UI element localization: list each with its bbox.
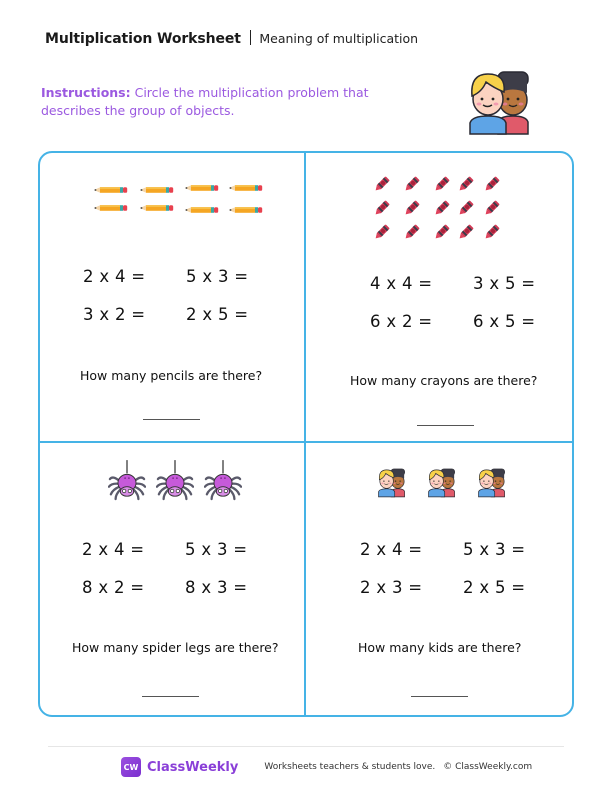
problem-option[interactable]: 5 x 3 = bbox=[186, 267, 249, 286]
answer-blank[interactable] bbox=[411, 696, 468, 697]
problem-option[interactable]: 2 x 4 = bbox=[83, 267, 146, 286]
answer-blank[interactable] bbox=[143, 419, 200, 420]
question-text: How many pencils are there? bbox=[80, 368, 263, 383]
pencil-icon-group bbox=[92, 182, 264, 218]
question-text: How many kids are there? bbox=[358, 640, 522, 655]
problem-option[interactable]: 5 x 3 = bbox=[463, 540, 526, 559]
grid-divider-horizontal bbox=[39, 441, 573, 443]
problem-option[interactable]: 6 x 2 = bbox=[370, 312, 433, 331]
instructions bbox=[41, 84, 371, 120]
worksheet-header bbox=[45, 28, 418, 47]
problem-option[interactable]: 6 x 5 = bbox=[473, 312, 536, 331]
problem-option[interactable]: 2 x 4 = bbox=[360, 540, 423, 559]
problem-option[interactable]: 3 x 5 = bbox=[473, 274, 536, 293]
problem-option[interactable]: 2 x 5 = bbox=[186, 305, 249, 324]
footer-tagline: Worksheets teachers & students love. bbox=[264, 762, 436, 772]
answer-blank[interactable] bbox=[142, 696, 199, 697]
worksheet-title: Multiplication Worksheet bbox=[45, 31, 241, 47]
answer-blank[interactable] bbox=[417, 425, 474, 426]
instructions-text: Circle the multiplication problem that describes the group of objects. bbox=[41, 85, 369, 118]
footer bbox=[121, 757, 532, 777]
classweekly-logo-icon: CW bbox=[121, 757, 141, 777]
problem-option[interactable]: 8 x 2 = bbox=[82, 578, 145, 597]
problem-option[interactable]: 8 x 3 = bbox=[185, 578, 248, 597]
spider-icon-group bbox=[108, 460, 244, 504]
problem-option[interactable]: 4 x 4 = bbox=[370, 274, 433, 293]
question-text: How many spider legs are there? bbox=[72, 640, 279, 655]
instructions-label: Instructions: bbox=[41, 85, 131, 100]
kids-icon-group bbox=[374, 466, 510, 498]
problem-option[interactable]: 2 x 5 = bbox=[463, 578, 526, 597]
two-kids-icon bbox=[460, 66, 540, 136]
problem-option[interactable]: 2 x 3 = bbox=[360, 578, 423, 597]
crayon-icon-group bbox=[372, 174, 508, 246]
grid-divider-vertical bbox=[304, 152, 306, 716]
title-separator bbox=[250, 30, 252, 45]
footer-copyright: © ClassWeekly.com bbox=[443, 762, 533, 772]
footer-divider bbox=[48, 746, 564, 747]
question-text: How many crayons are there? bbox=[350, 373, 538, 388]
problem-option[interactable]: 5 x 3 = bbox=[185, 540, 248, 559]
problem-option[interactable]: 2 x 4 = bbox=[82, 540, 145, 559]
problem-option[interactable]: 3 x 2 = bbox=[83, 305, 146, 324]
worksheet-subtitle: Meaning of multiplication bbox=[259, 31, 419, 46]
brand-name: ClassWeekly bbox=[147, 759, 239, 775]
